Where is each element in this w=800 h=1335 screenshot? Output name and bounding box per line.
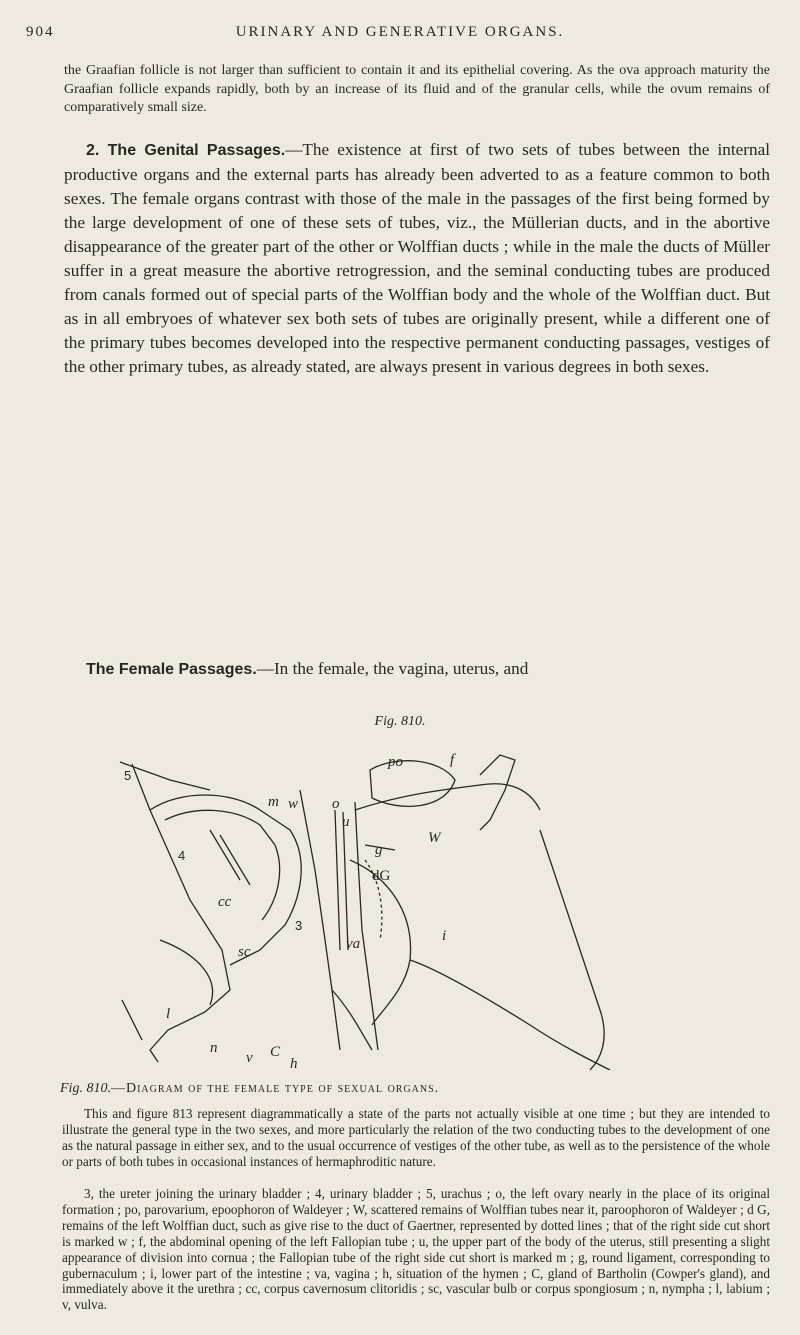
- urachus-line: [120, 762, 210, 790]
- label-m: m: [268, 794, 279, 810]
- hatch-3: [335, 810, 340, 950]
- intestine-outer: [540, 830, 604, 1070]
- ovary-outline: [370, 761, 455, 807]
- label-l: l: [166, 1006, 171, 1022]
- outer-body-outline: [132, 764, 230, 1062]
- genital-passages-body: —The existence at first of two sets of tubes between the internal productive organs and the external parts has already been adverted to as a feature common to both sexes. The female organs contrast with those of the male in the passages of the first being formed by the large development of one of these sets of tubes, viz., the Müllerian ducts, and in the abortive disappearance of the greater part of the other or Wolffian ducts ; while in the male the ducts of Müller suffer in a great measure the abortive retrogression, and the seminal conducting tubes are produced from canals formed out of special parts of the Wolffian body and the whole of the Wolffian duct. But as in all embryoes of whatever sex both sets of tubes are originally present, while a different one of the primary tubes becomes developed into the respective permanent conducting passages, vestiges of the other primary tubes, as already stated, are always present in various degrees in both sexes.: [64, 140, 771, 376]
- genital-passages-heading: 2. The Genital Passages.: [86, 142, 286, 159]
- fimbria: [480, 755, 515, 830]
- hatch-1: [210, 830, 240, 880]
- female-organs-diagram: [110, 750, 690, 1070]
- hatch-2: [220, 835, 250, 885]
- running-title: URINARY AND GENERATIVE ORGANS.: [235, 24, 565, 40]
- label-o: o: [332, 796, 340, 812]
- vagina-curve: [332, 990, 372, 1050]
- spongiosum-outline: [160, 940, 213, 1005]
- label-f: f: [450, 752, 455, 768]
- label-po: po: [388, 754, 403, 770]
- running-header: [26, 24, 774, 48]
- uterus-left-wall: [300, 790, 340, 1050]
- label-g: g: [375, 842, 383, 858]
- label-v: v: [246, 1050, 253, 1066]
- label-i: i: [442, 928, 447, 944]
- fallopian-tube: [355, 784, 540, 810]
- intestine-inner: [410, 960, 610, 1070]
- label-dG: dG: [372, 868, 391, 884]
- genital-passages-paragraph: [64, 138, 770, 379]
- figure-caption: [60, 1080, 770, 1098]
- label-C: C: [270, 1044, 281, 1060]
- page-number: 904: [26, 24, 55, 40]
- label-n: n: [210, 1040, 218, 1056]
- label-4: 4: [178, 848, 186, 863]
- female-passages-body: —In the female, the vagina, uterus, and: [256, 659, 529, 678]
- label-W: W: [428, 830, 441, 846]
- caption-figure-number: Fig. 810.: [60, 1081, 111, 1096]
- label-sc: sc: [238, 944, 251, 960]
- hatch-4: [343, 812, 348, 950]
- figure-number-label: Fig. 810.: [374, 714, 426, 729]
- legend-paragraph-1: This and figure 813 represent diagrammatically a state of the parts not actually visible at one time ; but they are intended to illustrate the general type in the two sexes, and more particularly the relation of the two conducting tubes to the development of one as the natural passage in either sex, and to the usual occurrence of vestiges of the other tube, as well as to the persistence of the whole or parts of both tubes in occasional instances of hermaphroditic nature.: [62, 1106, 770, 1169]
- label-cc: cc: [218, 894, 232, 910]
- uterus-right-wall: [355, 802, 378, 1050]
- intro-paragraph: the Graafian follicle is not larger than sufficient to contain it and its epithelial covering. As the ova approach maturity the Graafian follicle expands rapidly, both by an increase of its fluid and of the granular cells, while the ovum remains of comparatively small size.: [64, 63, 770, 115]
- label-h: h: [290, 1056, 298, 1070]
- labium-line: [122, 1000, 142, 1040]
- female-passages-heading: The Female Passages.: [86, 661, 257, 678]
- female-passages-paragraph: [64, 657, 770, 682]
- legend-paragraph-2: 3, the ureter joining the urinary bladder ; 4, urinary bladder ; 5, urachus ; o, the left ovary nearly in the place of its original formation ; po, parovarium, epoophoron of Waldeyer ; W, scattered remains of Wolffian tubes near it, paroophoron of Waldeyer ; d G, remains of the left Wolffian duct, such as give rise to the duct of Gaertner, represented by dotted lines ; that of the right side cut short is marked w ; f, the abdominal opening of the left Fallopian tube ; u, the upper part of the body of the uterus, still presenting a slight appearance of division into cornua ; the Fallopian tube of the right side cut short is marked m ; g, round ligament, corresponding to gubernaculum ; i, lower part of the intestine ; va, vagina ; h, situation of the hymen ; C, gland of Bartholin (Cowper's gland), and immediately above it the urethra ; cc, corpus cavernosum clitoridis ; sc, vascular bulb or corpus spongiosum ; n, nympha ; l, labium ; v, vulva.: [62, 1186, 770, 1313]
- label-3: 3: [295, 918, 303, 933]
- label-u: u: [342, 814, 350, 830]
- label-va: va: [346, 936, 361, 952]
- label-5: 5: [124, 768, 132, 783]
- label-w: w: [288, 796, 299, 812]
- caption-text: —Diagram of the female type of sexual organs.: [110, 1081, 440, 1096]
